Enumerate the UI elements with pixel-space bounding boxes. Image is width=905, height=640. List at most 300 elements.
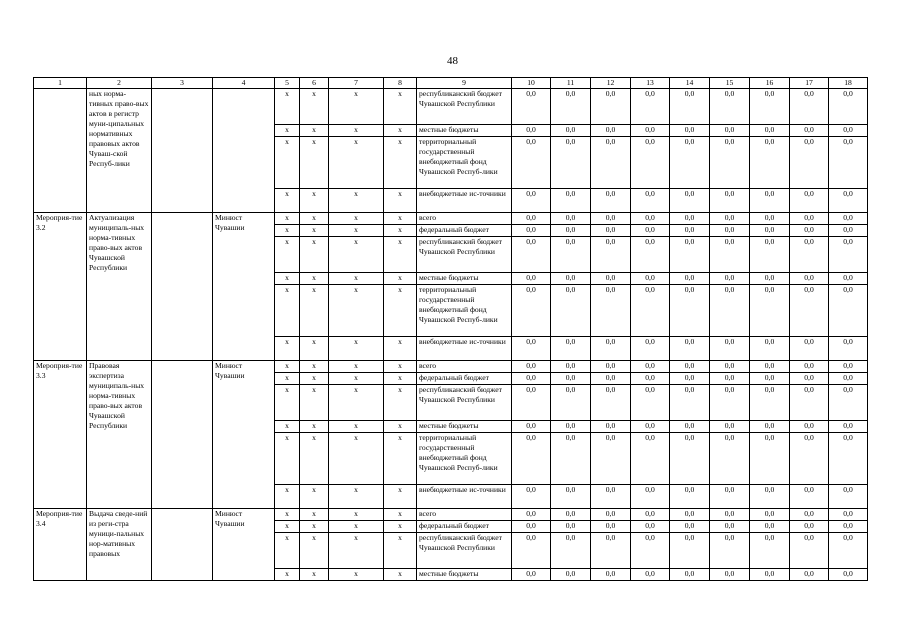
value-cell: 0,0 [551,521,591,533]
funding-source-cell: местные бюджеты [417,125,512,137]
value-cell: 0,0 [790,125,829,137]
value-cell: 0,0 [512,373,551,385]
code-cell: x [275,285,300,337]
value-cell: 0,0 [750,533,790,569]
value-cell: 0,0 [829,273,868,285]
funding-source-cell: всего [417,509,512,521]
value-cell: 0,0 [790,237,829,273]
code-cell: x [384,421,417,433]
code-cell: x [300,373,329,385]
code-cell: x [384,373,417,385]
value-cell: 0,0 [551,361,591,373]
value-cell: 0,0 [512,569,551,581]
value-cell: 0,0 [551,237,591,273]
column-header-16: 16 [750,78,790,89]
value-cell: 0,0 [750,89,790,125]
executor-cell: Минюст Чувашии [213,213,275,361]
code-cell: x [300,361,329,373]
funding-source-cell: внебюджетные ис-точники [417,337,512,361]
value-cell: 0,0 [670,509,710,521]
value-cell: 0,0 [670,385,710,421]
code-cell: x [329,521,384,533]
value-cell: 0,0 [710,373,750,385]
value-cell: 0,0 [591,89,631,125]
value-cell: 0,0 [631,433,670,485]
event-cell [34,89,87,213]
value-cell: 0,0 [829,225,868,237]
value-cell: 0,0 [829,361,868,373]
code-cell: x [329,213,384,225]
code-cell: x [300,137,329,189]
value-cell: 0,0 [750,385,790,421]
value-cell: 0,0 [512,137,551,189]
value-cell: 0,0 [670,237,710,273]
value-cell: 0,0 [670,225,710,237]
value-cell: 0,0 [790,385,829,421]
value-cell: 0,0 [750,373,790,385]
code-cell: x [329,485,384,509]
code-cell: x [384,213,417,225]
code-cell: x [329,509,384,521]
value-cell: 0,0 [551,125,591,137]
value-cell: 0,0 [670,521,710,533]
event-cell: Мероприя-тие 3.2 [34,213,87,361]
value-cell: 0,0 [790,337,829,361]
value-cell: 0,0 [631,569,670,581]
value-cell: 0,0 [551,421,591,433]
budget-table [33,77,868,581]
value-cell: 0,0 [750,237,790,273]
value-cell: 0,0 [591,361,631,373]
funding-source-cell: федеральный бюджет [417,521,512,533]
value-cell: 0,0 [790,285,829,337]
code-cell: x [275,137,300,189]
value-cell: 0,0 [631,509,670,521]
value-cell: 0,0 [670,361,710,373]
code-cell: x [300,385,329,421]
value-cell: 0,0 [710,533,750,569]
value-cell: 0,0 [551,285,591,337]
code-cell: x [300,485,329,509]
funding-source-cell: местные бюджеты [417,421,512,433]
value-cell: 0,0 [631,285,670,337]
value-cell: 0,0 [591,225,631,237]
value-cell: 0,0 [591,273,631,285]
code-cell: x [275,225,300,237]
value-cell: 0,0 [790,273,829,285]
code-cell: x [384,485,417,509]
table-header [34,78,868,89]
funding-source-cell: республиканский бюджет Чувашской Республики [417,237,512,273]
value-cell: 0,0 [591,285,631,337]
value-cell: 0,0 [829,521,868,533]
value-cell: 0,0 [631,533,670,569]
value-cell: 0,0 [710,89,750,125]
value-cell: 0,0 [551,569,591,581]
value-cell: 0,0 [512,237,551,273]
code-cell: x [275,237,300,273]
page-number: 48 [447,55,458,67]
code-cell: x [384,189,417,213]
value-cell: 0,0 [750,421,790,433]
code-cell: x [329,237,384,273]
value-cell: 0,0 [512,361,551,373]
value-cell: 0,0 [829,533,868,569]
program-cell [152,89,213,213]
name-cell: Правовая экспертиза муниципаль-ных норма-тивных право-вых актов Чувашской Республики [87,361,152,509]
code-cell: x [384,361,417,373]
value-cell: 0,0 [790,373,829,385]
funding-source-cell: республиканский бюджет Чувашской Республики [417,533,512,569]
code-cell: x [275,385,300,421]
code-cell: x [329,361,384,373]
value-cell: 0,0 [670,189,710,213]
code-cell: x [275,569,300,581]
value-cell: 0,0 [670,533,710,569]
value-cell: 0,0 [631,521,670,533]
value-cell: 0,0 [512,337,551,361]
value-cell: 0,0 [710,285,750,337]
code-cell: x [275,521,300,533]
value-cell: 0,0 [591,521,631,533]
value-cell: 0,0 [551,189,591,213]
code-cell: x [384,285,417,337]
code-cell: x [275,189,300,213]
name-cell: ных норма-тивных право-вых актов в регистр муни-ципальных нормативных правовых актов Чуваш-ской Респуб-лики [87,89,152,213]
value-cell: 0,0 [790,89,829,125]
value-cell: 0,0 [790,361,829,373]
executor-cell [213,89,275,213]
value-cell: 0,0 [512,225,551,237]
code-cell: x [300,421,329,433]
value-cell: 0,0 [591,533,631,569]
funding-source-cell: республиканский бюджет Чувашской Республики [417,385,512,421]
code-cell: x [275,533,300,569]
column-header-3: 3 [152,78,213,89]
value-cell: 0,0 [710,361,750,373]
value-cell: 0,0 [631,385,670,421]
code-cell: x [300,337,329,361]
code-cell: x [384,125,417,137]
value-cell: 0,0 [750,213,790,225]
funding-source-cell: федеральный бюджет [417,225,512,237]
code-cell: x [329,225,384,237]
code-cell: x [329,569,384,581]
value-cell: 0,0 [710,385,750,421]
value-cell: 0,0 [710,433,750,485]
executor-cell: Минюст Чувашии [213,509,275,581]
code-cell: x [329,125,384,137]
value-cell: 0,0 [790,421,829,433]
code-cell: x [300,189,329,213]
code-cell: x [384,225,417,237]
funding-source-cell: внебюджетные ис-точники [417,189,512,213]
code-cell: x [384,273,417,285]
value-cell: 0,0 [591,137,631,189]
value-cell: 0,0 [750,509,790,521]
value-cell: 0,0 [670,485,710,509]
code-cell: x [300,89,329,125]
funding-source-cell: всего [417,213,512,225]
code-cell: x [300,285,329,337]
code-cell: x [275,337,300,361]
value-cell: 0,0 [750,125,790,137]
column-header-18: 18 [829,78,868,89]
code-cell: x [275,373,300,385]
value-cell: 0,0 [790,433,829,485]
value-cell: 0,0 [670,213,710,225]
code-cell: x [300,213,329,225]
table-row [34,361,868,373]
value-cell: 0,0 [670,89,710,125]
code-cell: x [384,89,417,125]
value-cell: 0,0 [750,137,790,189]
value-cell: 0,0 [512,89,551,125]
funding-source-cell: территориальный государственный внебюджетный фонд Чувашской Респуб-лики [417,137,512,189]
value-cell: 0,0 [631,137,670,189]
code-cell: x [275,485,300,509]
funding-source-cell: территориальный государственный внебюджетный фонд Чувашской Респуб-лики [417,433,512,485]
value-cell: 0,0 [631,361,670,373]
value-cell: 0,0 [591,569,631,581]
code-cell: x [300,433,329,485]
program-cell [152,213,213,361]
value-cell: 0,0 [631,213,670,225]
value-cell: 0,0 [512,385,551,421]
code-cell: x [275,433,300,485]
code-cell: x [275,125,300,137]
value-cell: 0,0 [631,189,670,213]
value-cell: 0,0 [512,213,551,225]
code-cell: x [384,509,417,521]
value-cell: 0,0 [591,337,631,361]
value-cell: 0,0 [591,189,631,213]
value-cell: 0,0 [670,285,710,337]
value-cell: 0,0 [790,189,829,213]
value-cell: 0,0 [790,569,829,581]
value-cell: 0,0 [710,137,750,189]
event-cell: Мероприя-тие 3.3 [34,361,87,509]
code-cell: x [300,509,329,521]
code-cell: x [384,433,417,485]
code-cell: x [384,521,417,533]
value-cell: 0,0 [591,485,631,509]
code-cell: x [275,213,300,225]
column-header-2: 2 [87,78,152,89]
value-cell: 0,0 [591,125,631,137]
code-cell: x [300,225,329,237]
value-cell: 0,0 [829,137,868,189]
value-cell: 0,0 [710,189,750,213]
value-cell: 0,0 [790,521,829,533]
value-cell: 0,0 [512,433,551,485]
value-cell: 0,0 [750,225,790,237]
value-cell: 0,0 [710,509,750,521]
column-header-4: 4 [213,78,275,89]
value-cell: 0,0 [790,213,829,225]
column-header-10: 10 [512,78,551,89]
column-header-14: 14 [670,78,710,89]
code-cell: x [384,237,417,273]
code-cell: x [300,273,329,285]
code-cell: x [300,125,329,137]
value-cell: 0,0 [829,485,868,509]
value-cell: 0,0 [591,237,631,273]
code-cell: x [300,521,329,533]
value-cell: 0,0 [710,237,750,273]
value-cell: 0,0 [591,385,631,421]
column-header-13: 13 [631,78,670,89]
code-cell: x [275,89,300,125]
value-cell: 0,0 [829,569,868,581]
value-cell: 0,0 [750,433,790,485]
value-cell: 0,0 [591,373,631,385]
value-cell: 0,0 [790,485,829,509]
value-cell: 0,0 [829,237,868,273]
value-cell: 0,0 [710,337,750,361]
value-cell: 0,0 [631,273,670,285]
name-cell: Актуализация муниципаль-ных норма-тивных право-вых актов Чувашской Республики [87,213,152,361]
value-cell: 0,0 [591,509,631,521]
value-cell: 0,0 [551,89,591,125]
value-cell: 0,0 [750,337,790,361]
value-cell: 0,0 [631,237,670,273]
value-cell: 0,0 [750,285,790,337]
value-cell: 0,0 [829,89,868,125]
program-cell [152,361,213,509]
code-cell: x [329,337,384,361]
value-cell: 0,0 [551,433,591,485]
value-cell: 0,0 [591,421,631,433]
value-cell: 0,0 [750,361,790,373]
code-cell: x [329,385,384,421]
code-cell: x [275,421,300,433]
code-cell: x [275,509,300,521]
event-cell: Мероприя-тие 3.4 [34,509,87,581]
value-cell: 0,0 [631,373,670,385]
column-header-17: 17 [790,78,829,89]
code-cell: x [329,373,384,385]
value-cell: 0,0 [512,509,551,521]
value-cell: 0,0 [670,125,710,137]
value-cell: 0,0 [591,213,631,225]
column-header-12: 12 [591,78,631,89]
value-cell: 0,0 [829,421,868,433]
value-cell: 0,0 [551,385,591,421]
value-cell: 0,0 [670,273,710,285]
value-cell: 0,0 [631,225,670,237]
funding-source-cell: внебюджетные ис-точники [417,485,512,509]
value-cell: 0,0 [790,225,829,237]
value-cell: 0,0 [551,373,591,385]
value-cell: 0,0 [551,137,591,189]
code-cell: x [329,421,384,433]
value-cell: 0,0 [750,273,790,285]
value-cell: 0,0 [670,421,710,433]
code-cell: x [300,237,329,273]
table-body [34,89,868,581]
program-cell [152,509,213,581]
value-cell: 0,0 [710,569,750,581]
value-cell: 0,0 [710,273,750,285]
funding-source-cell: местные бюджеты [417,569,512,581]
code-cell: x [384,385,417,421]
value-cell: 0,0 [710,225,750,237]
value-cell: 0,0 [670,137,710,189]
column-header-11: 11 [551,78,591,89]
column-header-1: 1 [34,78,87,89]
value-cell: 0,0 [829,509,868,521]
value-cell: 0,0 [710,521,750,533]
value-cell: 0,0 [670,569,710,581]
funding-source-cell: территориальный государственный внебюджетный фонд Чувашской Респуб-лики [417,285,512,337]
value-cell: 0,0 [512,273,551,285]
value-cell: 0,0 [750,521,790,533]
value-cell: 0,0 [551,533,591,569]
table-row [34,509,868,521]
value-cell: 0,0 [631,421,670,433]
value-cell: 0,0 [829,385,868,421]
code-cell: x [384,337,417,361]
table-row [34,213,868,225]
value-cell: 0,0 [710,125,750,137]
value-cell: 0,0 [631,485,670,509]
code-cell: x [329,285,384,337]
column-header-9: 9 [417,78,512,89]
value-cell: 0,0 [551,485,591,509]
column-header-8: 8 [384,78,417,89]
funding-source-cell: местные бюджеты [417,273,512,285]
value-cell: 0,0 [790,137,829,189]
value-cell: 0,0 [829,125,868,137]
value-cell: 0,0 [829,373,868,385]
value-cell: 0,0 [551,225,591,237]
code-cell: x [329,533,384,569]
value-cell: 0,0 [512,125,551,137]
code-cell: x [384,569,417,581]
code-cell: x [329,89,384,125]
funding-source-cell: всего [417,361,512,373]
value-cell: 0,0 [829,433,868,485]
code-cell: x [300,569,329,581]
value-cell: 0,0 [829,337,868,361]
code-cell: x [275,273,300,285]
value-cell: 0,0 [829,285,868,337]
value-cell: 0,0 [670,373,710,385]
value-cell: 0,0 [512,485,551,509]
value-cell: 0,0 [512,285,551,337]
code-cell: x [329,433,384,485]
value-cell: 0,0 [710,213,750,225]
value-cell: 0,0 [710,421,750,433]
value-cell: 0,0 [670,337,710,361]
value-cell: 0,0 [750,485,790,509]
value-cell: 0,0 [750,569,790,581]
value-cell: 0,0 [829,189,868,213]
value-cell: 0,0 [790,509,829,521]
table-row [34,89,868,125]
code-cell: x [384,533,417,569]
funding-source-cell: республиканский бюджет Чувашской Республики [417,89,512,125]
code-cell: x [329,273,384,285]
code-cell: x [329,189,384,213]
value-cell: 0,0 [551,509,591,521]
column-header-6: 6 [300,78,329,89]
code-cell: x [384,137,417,189]
value-cell: 0,0 [631,337,670,361]
value-cell: 0,0 [829,213,868,225]
code-cell: x [300,533,329,569]
